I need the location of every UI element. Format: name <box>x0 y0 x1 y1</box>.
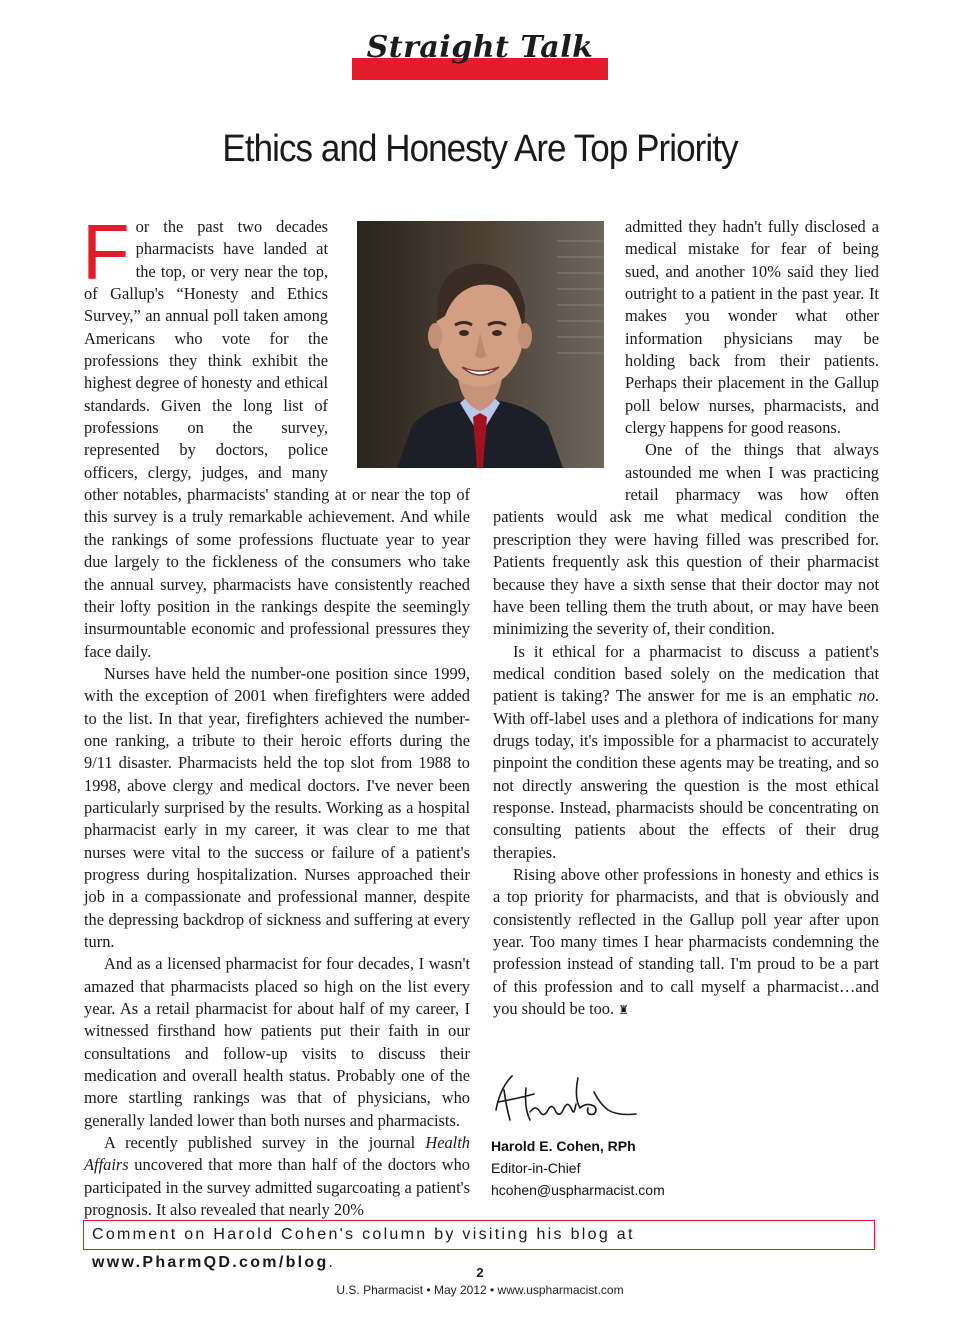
end-mark-icon: ♜ <box>618 1003 629 1018</box>
article-headline: Ethics and Honesty Are Top Priority <box>222 128 738 170</box>
article-paragraph: One of the things that always astounded me when I was practicing retail pharmacy was how often patients would ask me what medical condition the prescription they were having filled was prescribed for. Patients frequently ask this question of their pharmacist because they have a sixth sense that their doctor may not have been telling them the truth about, or may have been minimizing the severity of, their condition. <box>493 440 879 639</box>
drop-cap: F <box>82 208 130 296</box>
author-name: Harold E. Cohen, RPh <box>491 1138 636 1154</box>
article-paragraph: For the past two decades pharmacists have landed at the top, or very near the top, of Gallup's “Honesty and Ethics Survey,” an annual poll taken among Americans who vote for the professions they think exhibit the highest degree of honesty and ethical standards. Given the long list of professions on the survey, represented by doctors, police officers, clergy, judges, and many other notables, pharmacists' standing at or near the top of this survey is a truly remarkable achievement. And while the rankings of some professions fluctuate year to year due largely to the fickleness of the consumers who take the annual survey, pharmacists have consistently reached their lofty position in the rankings despite the seemingly insurmountable economic and professional pressures they face daily. <box>82 208 470 661</box>
emphasis: no <box>858 686 875 706</box>
article-paragraph: admitted they hadn't fully disclosed a medical mistake for fear of being sued, and another 10% said they lied outright to a patient in the past year. It makes you wonder what other information physicians may be holding back from their patients. Perhaps their placement in the Gallup poll below nurses, pharmacists, and clergy happens for good reasons. <box>625 217 879 438</box>
section-header <box>352 28 608 80</box>
article-paragraph: Is it ethical for a pharmacist to discuss a patient's medical condition based solely on the medication that patient is taking? The answer for me is an emphatic no. With off-label uses and a plethora of indications for many drugs today, it's impossible for a pharmacist to accurately pinpoint the condition these agents may be treating, and so not directly answering the question is the most ethical response. Instead, pharmacists should be concentrating on consulting patients about the effects of their drug therapies. <box>493 641 879 862</box>
page-footer: U.S. Pharmacist • May 2012 • www.uspharmacist.com <box>336 1283 624 1297</box>
author-signature <box>490 1068 640 1128</box>
page-number: 2 <box>476 1265 484 1280</box>
journal-name: Health Affairs <box>84 1133 470 1175</box>
comment-callout: Comment on Harold Cohen's column by visiting his blog at www.PharmQD.com/blog. <box>83 1220 875 1250</box>
article-paragraph: Rising above other professions in honesty and ethics is a top priority for pharmacists, and that is obviously and consistently reflected in the Gallup poll year after upon year. Too many times I hear pharmacists condemning the profession instead of standing tall. I'm proud to be a part of this profession and to call myself a pharmacist…and you should be too. ♜ <box>493 864 879 1019</box>
article-paragraph: A recently published survey in the journal Health Affairs uncovered that more than half of the doctors who participated in the survey admitted sugarcoating a patient's prognosis. It also revealed that nearly 20% <box>84 1133 470 1220</box>
comment-text: Comment on Harold Cohen's column by visiting his blog at <box>92 1226 635 1243</box>
author-title: Editor-in-Chief <box>491 1160 581 1176</box>
author-byline <box>491 1135 665 1201</box>
article-paragraph: And as a licensed pharmacist for four decades, I wasn't amazed that pharmacists placed so high on the list every year. As a retail pharmacist for about half of my career, I witnessed firsthand how patients put their faith in our consultations and follow-up visits to discuss their medication and overall health status. Probably one of the more startling rankings was that of physicians, who generally landed lower than both nurses and pharmacists. <box>84 954 470 1130</box>
section-title: Straight Talk <box>366 30 594 65</box>
author-email[interactable]: hcohen@uspharmacist.com <box>491 1182 665 1198</box>
blog-link[interactable]: www.PharmQD.com/blog <box>92 1254 329 1271</box>
author-photo <box>357 221 604 468</box>
article-paragraph: Nurses have held the number-one position since 1999, with the exception of 2001 when firefighters were added to the list. In that year, firefighters achieved the number-one ranking, a tribute to their heroic efforts during the 9/11 disaster. Pharmacists held the top slot from 1988 to 1998, above clergy and medical doctors. I've never been particularly surprised by the results. Working as a hospital pharmacist early in my career, it was clear to me that nurses were vital to the success or failure of a patient's progress during hospitalization. Nurses approached their job in a compassionate and professional manner, despite the depressing backdrop of sickness and suffering at every turn. <box>84 663 470 951</box>
